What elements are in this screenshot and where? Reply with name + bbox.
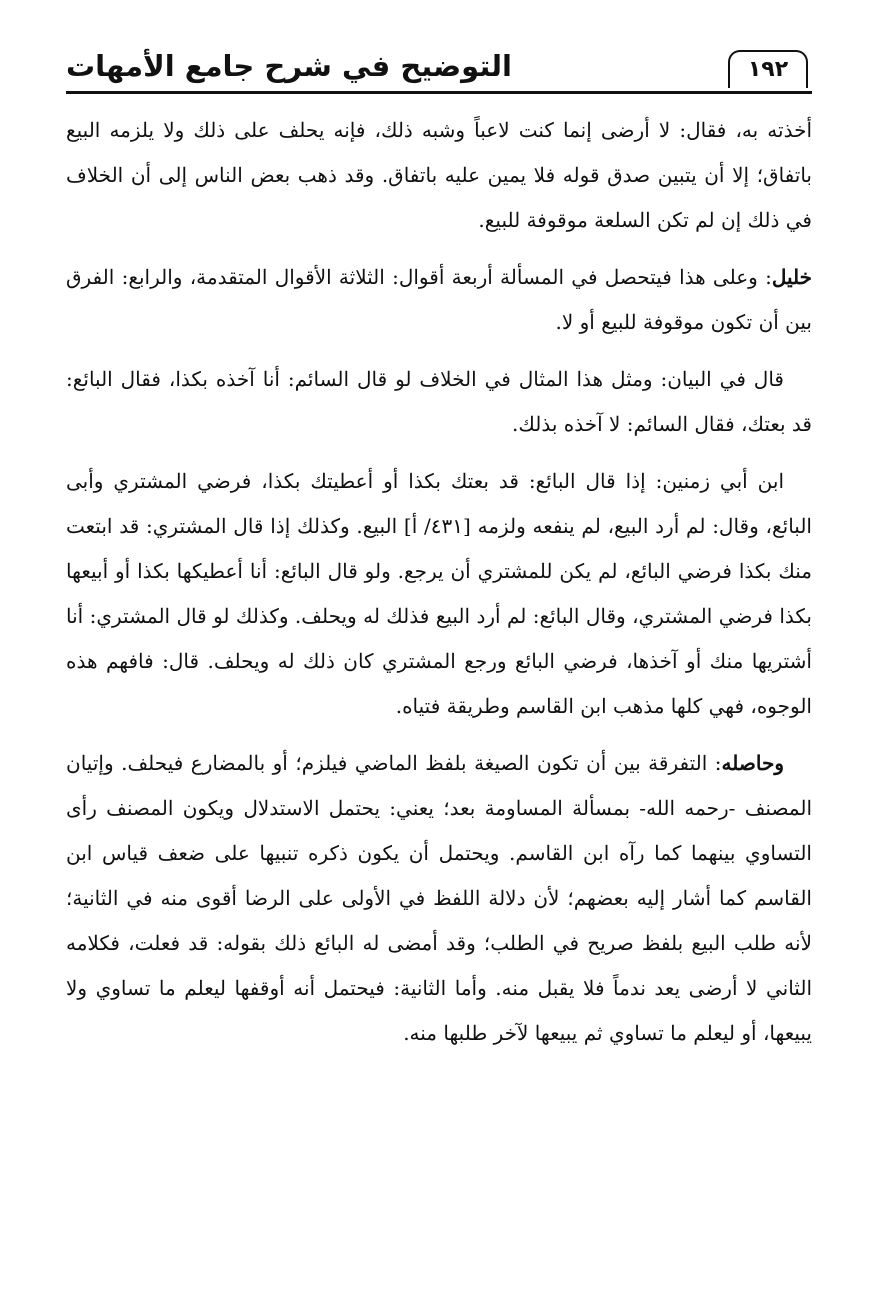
paragraph-3 bbox=[66, 357, 812, 447]
page-body bbox=[66, 108, 812, 1068]
paragraph-5-text: : التفرقة بين أن تكون الصيغة بلفظ الماضي فيلزم؛ أو بالمضارع فيحلف. وإتيان المصنف -رحمه الله- بمسألة المساومة بعد؛ يعني: يحتمل الاستدلال ويكون المصنف رأى التساوي بينهما كما رآه ابن القاسم. ويحتمل أن يكون ذكره تنبيها على ضعف قياس ابن القاسم كما أشار إليه بعضهم؛ لأن دلالة اللفظ في الأولى على الرضا أقوى منه في الثانية؛ لأنه طلب البيع بلفظ صريح في الطلب؛ وقد أمضى له البائع ذلك بقوله: قد فعلت، فكلامه الثاني لا أرضى يعد ندماً فلا يقبل منه. وأما الثانية: فيحتمل أنه أوقفها ليعلم ما تساوي ولا يبيعها، أو ليعلم ما تساوي ثم يبيعها لآخر طلبها منه. bbox=[66, 751, 812, 1045]
header-rule bbox=[66, 91, 812, 94]
paragraph-2-lead: خليل bbox=[771, 265, 812, 289]
running-title: التوضيح في شرح جامع الأمهات bbox=[66, 49, 513, 83]
paragraph-5-lead: وحاصله bbox=[721, 751, 784, 775]
paragraph-5 bbox=[66, 741, 812, 1056]
paragraph-3-text: قال في البيان: ومثل هذا المثال في الخلاف لو قال السائم: أنا آخذه بكذا، فقال البائع: قد بعتك، فقال السائم: لا آخذه بذلك. bbox=[66, 367, 812, 436]
paragraph-4-text: ابن أبي زمنين: إذا قال البائع: قد بعتك بكذا أو أعطيتك بكذا، فرضي المشتري وأبى البائع، وقال: لم أرد البيع، لم ينفعه ولزمه [٤٣١/ أ] البيع. وكذلك إذا قال المشتري: قد ابتعت منك بكذا فرضي البائع، لم يكن للمشتري أن يرجع. ولو قال البائع: أنا أعطيكها بكذا أو أبيعها بكذا فرضي المشتري، وقال البائع: لم أرد البيع فذلك له ويحلف. وكذلك لو قال المشتري: أنا أشتريها منك أو آخذها، فرضي البائع ورجع المشتري كان ذلك له ويحلف. قال: فافهم هذه الوجوه، فهي كلها مذهب ابن القاسم وطريقة فتياه. bbox=[66, 469, 812, 718]
paragraph-4 bbox=[66, 459, 812, 729]
paragraph-1 bbox=[66, 108, 812, 243]
page-number: ١٩٢ bbox=[728, 50, 808, 88]
page-header bbox=[66, 40, 812, 96]
paragraph-2-text: : وعلى هذا فيتحصل في المسألة أربعة أقوال: الثلاثة الأقوال المتقدمة، والرابع: الفرق بين أن تكون موقوفة للبيع أو لا. bbox=[66, 265, 812, 334]
paragraph-1-text: أخذته به، فقال: لا أرضى إنما كنت لاعباً وشبه ذلك، فإنه يحلف على ذلك ولا يلزمه البيع باتفاق؛ إلا أن يتبين صدق قوله فلا يمين عليه باتفاق. وقد ذهب بعض الناس إلى أن الخلاف في ذلك إن لم تكن السلعة موقوفة للبيع. bbox=[66, 118, 812, 232]
paragraph-2 bbox=[66, 255, 812, 345]
